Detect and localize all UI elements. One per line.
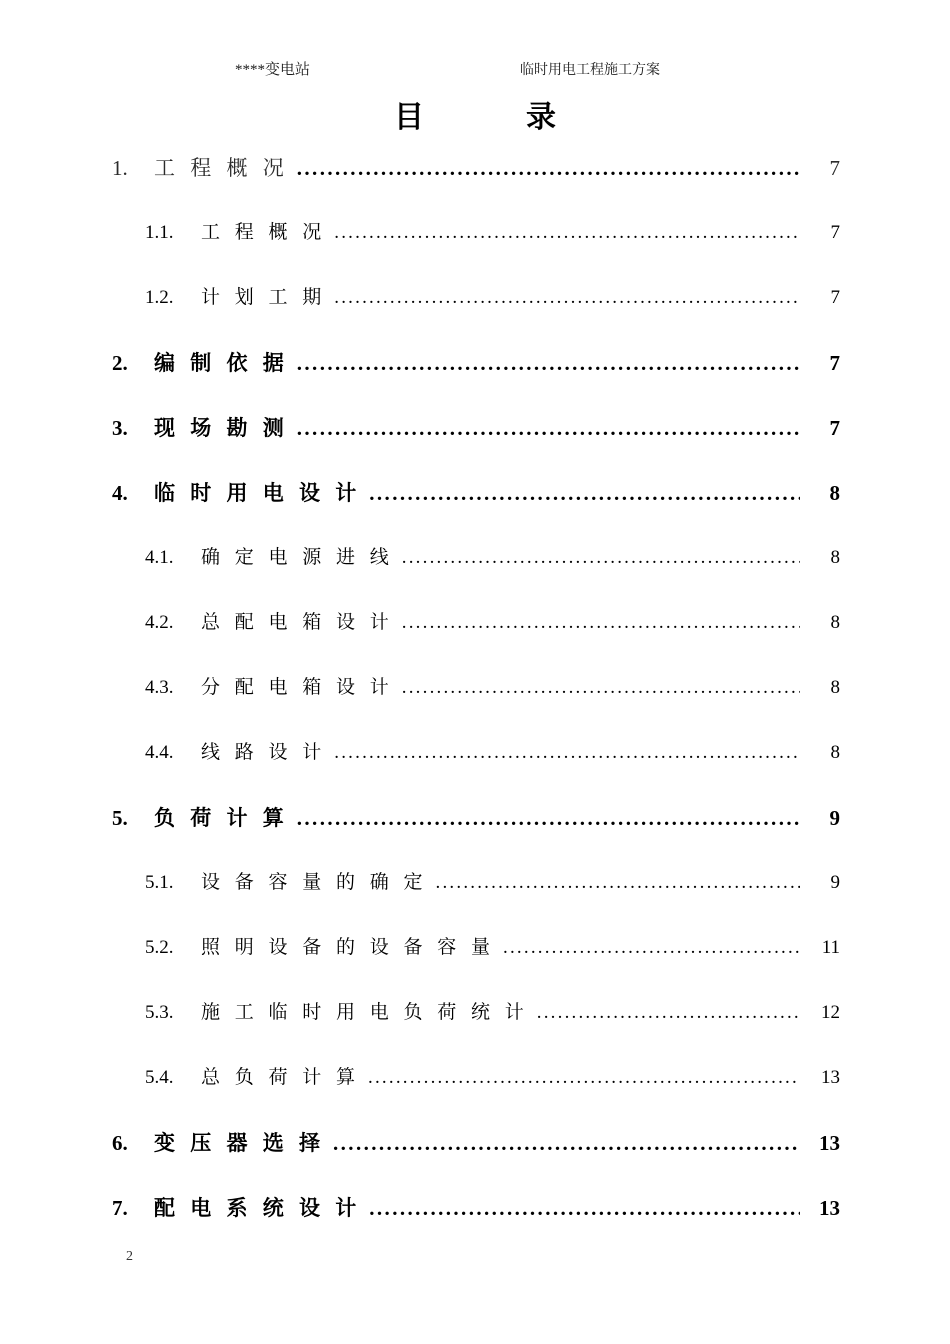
toc-entry[interactable]: [112, 347, 840, 412]
toc-entry-number: 6.: [112, 1131, 128, 1155]
toc-dot-leader: [436, 873, 800, 892]
toc-entry-number: 3.: [112, 416, 128, 440]
toc-entry[interactable]: [145, 607, 840, 672]
toc-entry-page-number: 7: [829, 156, 840, 180]
toc-entry-page-number: 8: [829, 481, 840, 505]
toc-entry-label: 总 负 荷 计 算: [201, 1067, 361, 1088]
toc-dot-leader: [402, 548, 800, 567]
toc-entry-page-number: 13: [821, 1067, 840, 1088]
toc-entry[interactable]: [112, 412, 840, 477]
toc-entry-label: 配 电 系 统 设 计: [154, 1196, 362, 1220]
toc-entry-number: 4.4.: [145, 742, 174, 763]
toc-entry-number: 1.2.: [145, 287, 174, 308]
toc-entry-label: 确 定 电 源 进 线: [201, 547, 394, 568]
toc-entry-page-number: 13: [819, 1131, 840, 1155]
toc-entry[interactable]: [145, 867, 840, 932]
toc-entry[interactable]: [145, 217, 840, 282]
toc-entry[interactable]: [145, 932, 840, 997]
header-right-text: 临时用电工程施工方案: [520, 63, 661, 78]
toc-entry[interactable]: [145, 542, 840, 607]
toc-entry-page-number: 9: [830, 872, 840, 893]
toc-entry-label: 照 明 设 备 的 设 备 容 量: [201, 937, 496, 958]
toc-entry-page-number: 8: [830, 742, 840, 763]
toc-entry-label: 变 压 器 选 择: [154, 1131, 325, 1155]
toc-dot-leader: [368, 1068, 800, 1087]
toc-entry-page-number: 13: [819, 1196, 840, 1220]
toc-entry[interactable]: [145, 282, 840, 347]
toc-dot-leader: [297, 808, 800, 829]
toc-entry[interactable]: [112, 1192, 840, 1257]
footer-page-number: 2: [126, 1249, 133, 1264]
toc-entry-number: 2.: [112, 351, 128, 375]
toc-entry-label: 分 配 电 箱 设 计: [201, 677, 394, 698]
toc-entry-label: 工 程 概 况: [154, 156, 289, 180]
toc-entry-page-number: 7: [830, 287, 840, 308]
toc-entry-number: 4.: [112, 481, 128, 505]
toc-entry-page-number: 8: [830, 547, 840, 568]
toc-entry-label: 施 工 临 时 用 电 负 荷 统 计: [201, 1002, 529, 1023]
toc-entry-page-number: 8: [830, 677, 840, 698]
toc-entry-label: 编 制 依 据: [154, 351, 289, 375]
toc-entry[interactable]: [145, 737, 840, 802]
toc-dot-leader: [334, 288, 800, 307]
toc-entry-page-number: 7: [830, 222, 840, 243]
toc-dot-leader: [334, 223, 800, 242]
header-left-text: ****变电站: [235, 62, 311, 78]
toc-entry-label: 线 路 设 计: [201, 742, 327, 763]
toc-entry-number: 5.2.: [145, 937, 174, 958]
toc-entry-number: 5.4.: [145, 1067, 174, 1088]
toc-entry-number: 4.3.: [145, 677, 174, 698]
toc-dot-leader: [297, 158, 800, 179]
toc-dot-leader: [333, 1133, 800, 1154]
toc-entry-page-number: 11: [821, 937, 840, 958]
toc-entry-label: 负 荷 计 算: [154, 806, 289, 830]
toc-dot-leader: [503, 938, 800, 957]
toc-entry-number: 5.: [112, 806, 128, 830]
toc-entry-page-number: 9: [829, 806, 840, 830]
toc-entry-number: 1.: [112, 156, 128, 180]
running-header: [110, 60, 840, 84]
toc-entry[interactable]: [112, 802, 840, 867]
toc-dot-leader: [334, 743, 800, 762]
toc-entry-label: 总 配 电 箱 设 计: [201, 612, 394, 633]
toc-entry-number: 4.1.: [145, 547, 174, 568]
toc-entry[interactable]: [145, 1062, 840, 1127]
toc-dot-leader: [402, 613, 800, 632]
toc-dot-leader: [369, 1198, 800, 1219]
toc-dot-leader: [297, 418, 800, 439]
toc-entry-label: 工 程 概 况: [201, 222, 327, 243]
toc-dot-leader: [537, 1003, 800, 1022]
toc-entry-number: 5.1.: [145, 872, 174, 893]
toc-entry[interactable]: [145, 997, 840, 1062]
toc-entry-page-number: 7: [829, 351, 840, 375]
toc-entry-number: 4.2.: [145, 612, 174, 633]
toc-entry-page-number: 8: [830, 612, 840, 633]
toc-entry-number: 7.: [112, 1196, 128, 1220]
toc-entry[interactable]: [112, 152, 840, 217]
page-title: 目 录: [394, 101, 570, 134]
table-of-contents: [0, 152, 950, 1257]
toc-dot-leader: [402, 678, 800, 697]
toc-entry-page-number: 12: [821, 1002, 840, 1023]
toc-entry[interactable]: [145, 672, 840, 737]
toc-dot-leader: [369, 483, 800, 504]
toc-entry-label: 现 场 勘 测: [154, 416, 289, 440]
toc-entry-label: 计 划 工 期: [201, 287, 327, 308]
toc-entry-number: 5.3.: [145, 1002, 174, 1023]
toc-entry-page-number: 7: [829, 416, 840, 440]
toc-entry[interactable]: [112, 477, 840, 542]
toc-entry-number: 1.1.: [145, 222, 174, 243]
toc-dot-leader: [297, 353, 800, 374]
toc-entry-label: 临 时 用 电 设 计: [154, 481, 362, 505]
toc-entry[interactable]: [112, 1127, 840, 1192]
toc-entry-label: 设 备 容 量 的 确 定: [201, 872, 428, 893]
